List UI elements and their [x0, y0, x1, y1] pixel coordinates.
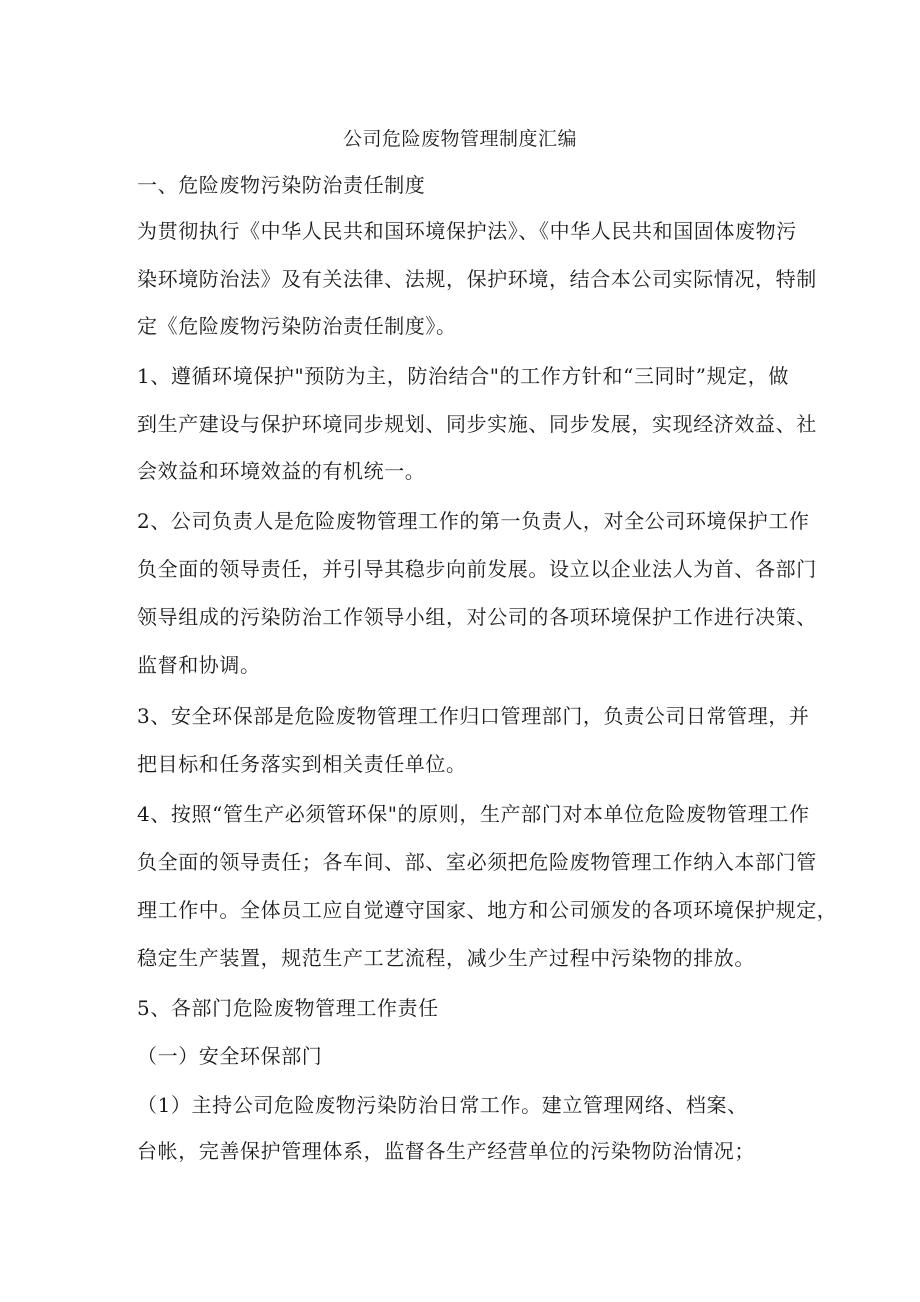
- item-2-line-4: 监督和协调。: [137, 653, 261, 677]
- document-title: 公司危险废物管理制度汇编: [342, 128, 577, 150]
- item-1-line-3: 会效益和环境效益的有机统一。: [137, 459, 426, 483]
- subsection-heading-1: （一）安全环保部门: [137, 1044, 323, 1068]
- subitem-1-line-1: （1）主持公司危险废物污染防治日常工作。建立管理网络、档案、: [137, 1093, 748, 1117]
- item-4-line-3: 理工作中。全体员工应自觉遵守国家、地方和公司颁发的各项环境保护规定，: [137, 898, 838, 922]
- item-5-heading: 5、各部门危险废物管理工作责任: [137, 996, 439, 1020]
- item-1-line-2: 到生产建设与保护环境同步规划、同步实施、同步发展，实现经济效益、社: [137, 412, 817, 436]
- item-3-line-1: 3、安全环保部是危险废物管理工作归口管理部门，负责公司日常管理，并: [137, 704, 810, 728]
- item-4-line-4: 稳定生产装置，规范生产工艺流程，减少生产过程中污染物的排放。: [137, 946, 755, 970]
- item-2-line-1: 2、公司负责人是危险废物管理工作的第一负责人，对全公司环境保护工作: [137, 509, 810, 533]
- item-4-line-1: 4、按照“管生产必须管环保"的原则，生产部门对本单位危险废物管理工作: [137, 802, 810, 826]
- subitem-1-line-2: 台帐，完善保护管理体系，监督各生产经营单位的污染物防治情况；: [137, 1139, 755, 1163]
- item-1-line-1: 1、遵循环境保护"预防为主，防治结合"的工作方针和“三同时”规定，做: [137, 364, 789, 388]
- item-2-line-3: 领导组成的污染防治工作领导小组，对公司的各项环境保护工作进行决策、: [137, 605, 817, 629]
- paragraph-intro-line-3: 定《危险废物污染防治责任制度》。: [137, 314, 457, 338]
- section-heading-1: 一、危险废物污染防治责任制度: [137, 173, 426, 197]
- paragraph-intro-line-2: 染环境防治法》及有关法律、法规，保护环境，结合本公司实际情况，特制: [137, 267, 817, 291]
- paragraph-intro-line-1: 为贯彻执行《中华人民共和国环境保护法》、《中华人民共和国固体废物污: [137, 219, 797, 243]
- item-4-line-2: 负全面的领导责任；各车间、部、室必须把危险废物管理工作纳入本部门管: [137, 850, 817, 874]
- item-3-line-2: 把目标和任务落实到相关责任单位。: [137, 752, 467, 776]
- item-2-line-2: 负全面的领导责任，并引导其稳步向前发展。设立以企业法人为首、各部门: [137, 557, 817, 581]
